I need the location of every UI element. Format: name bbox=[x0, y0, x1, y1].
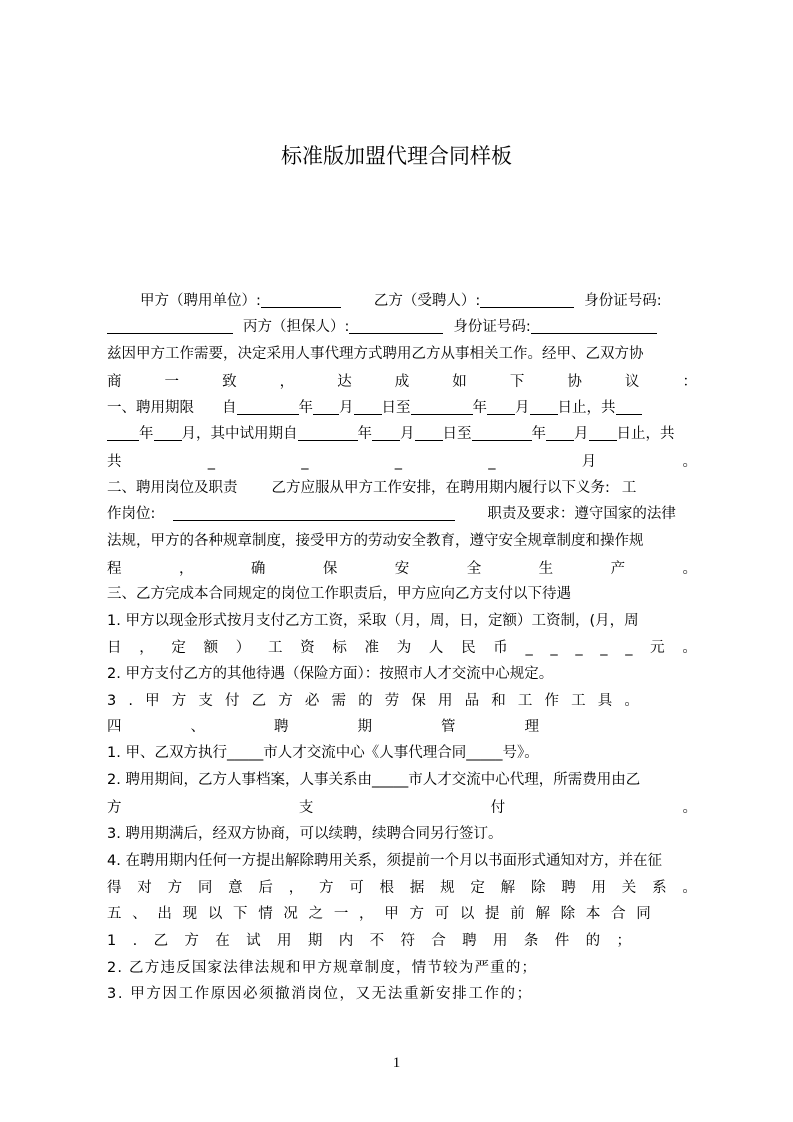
party-c-label: 丙方（担保人）: bbox=[243, 319, 350, 335]
section-3-item-3: 3 . 甲 方 支 付 乙 方 必 需 的 劳 保 用 品 和 工 作 工 具 。 bbox=[107, 693, 639, 709]
section-2-heading: 二、聘用岗位及职责 bbox=[107, 480, 238, 496]
id-label-2: 身份证号码: bbox=[453, 319, 531, 335]
parties-line-1 bbox=[107, 288, 697, 314]
id-blank-2 bbox=[531, 317, 657, 334]
section-1-line-2: 年 月，其中试用期自 年 月 日至 年 月 日止，共 bbox=[107, 421, 697, 447]
section-5-heading: 五 、 出 现 以 下 情 况 之 一 ， 甲 方 可 以 提 前 解 除 本 合 同 bbox=[107, 906, 651, 922]
section-3-item-2: 2. 甲方支付乙方的其他待遇（保险方面）：按照市人才交流中心规定。 bbox=[107, 666, 554, 682]
section-4-item-3: 3. 聘用期满后，经双方协商，可以续聘，续聘合同另行签订。 bbox=[107, 826, 503, 842]
section-4-item-1: 1. 甲、乙双方执行_____市人才交流中心《人事代理合同_____号》。 bbox=[107, 745, 539, 761]
section-1-line-3: 共 _ _ _ _ 月 。 bbox=[107, 454, 697, 470]
document-title: 标准版加盟代理合同样板 bbox=[281, 144, 512, 168]
section-2-line-4: 程 ， 确 保 安 全 生 产 。 bbox=[107, 561, 697, 577]
section-4-item-4: 4. 在聘用期内任何一方提出解除聘用关系，须提前一个月以书面形式通知对方，并在征 bbox=[107, 853, 662, 869]
section-4-item-4-cont: 得 对 方 同 意 后 ， 方 可 根 据 规 定 解 除 聘 用 关 系 。 bbox=[107, 880, 697, 896]
section-4-item-2: 2. 聘用期间，乙方人事档案，人事关系由_____市人才交流中心代理，所需费用由乙 bbox=[107, 772, 641, 788]
id-label: 身份证号码: bbox=[584, 293, 662, 309]
section-2-line-2: 作岗位: 职责及要求：遵守国家的法律 bbox=[107, 506, 676, 522]
party-b-blank bbox=[480, 291, 574, 308]
id-blank bbox=[107, 317, 233, 334]
intro-line-1: 兹因甲方工作需要，决定采用人事代理方式聘用乙方从事相关工作。经甲、乙双方协 bbox=[107, 346, 644, 362]
parties-line-2 bbox=[107, 314, 697, 340]
section-4-heading: 四 、 聘 期 管 理 bbox=[107, 719, 539, 735]
section-4-item-2-cont: 方 支 付 。 bbox=[107, 800, 697, 816]
section-2-line-3: 法规，甲方的各种规章制度，接受甲方的劳动安全教育，遵守安全规章制度和操作规 bbox=[107, 533, 644, 549]
section-1-heading: 一、聘用期限 bbox=[107, 400, 194, 416]
section-1-line-1: 一、聘用期限 自 年 月 日至 年 月 日止，共 bbox=[107, 395, 697, 421]
section-2-line-1: 二、聘用岗位及职责 乙方应服从甲方工作安排，在聘用期内履行以下义务: 工 bbox=[107, 480, 637, 496]
party-a-blank bbox=[261, 291, 341, 308]
party-a-label: 甲方（聘用单位）: bbox=[140, 293, 261, 309]
section-5-item-1: 1 . 乙 方 在 试 用 期 内 不 符 合 聘 用 条 件 的 ； bbox=[107, 933, 631, 949]
section-3-item-1-cont: 日 ， 定 额 ） 工 资 标 准 为 人 民 币 _ _ _ _ _ 元 。 bbox=[107, 640, 697, 656]
section-5-item-2: 2. 乙方违反国家法律法规和甲方规章制度，情节较为严重的； bbox=[107, 960, 538, 976]
section-5-item-3: 3. 甲方因工作原因必须撤消岗位，又无法重新安排工作的； bbox=[107, 986, 533, 1002]
page-number: 1 bbox=[392, 1055, 401, 1071]
section-3-item-1: 1. 甲方以现金形式按月支付乙方工资，采取（月，周，日，定额）工资制，(月，周 bbox=[107, 613, 639, 629]
intro-line-2: 商 一 致 ， 达 成 如 下 协 议 ： bbox=[107, 374, 697, 390]
post-blank bbox=[173, 504, 455, 521]
party-c-blank bbox=[349, 317, 443, 334]
party-b-label: 乙方（受聘人）: bbox=[373, 293, 481, 309]
section-3-heading: 三、乙方完成本合同规定的岗位工作职责后，甲方应向乙方支付以下待遇 bbox=[107, 586, 571, 602]
